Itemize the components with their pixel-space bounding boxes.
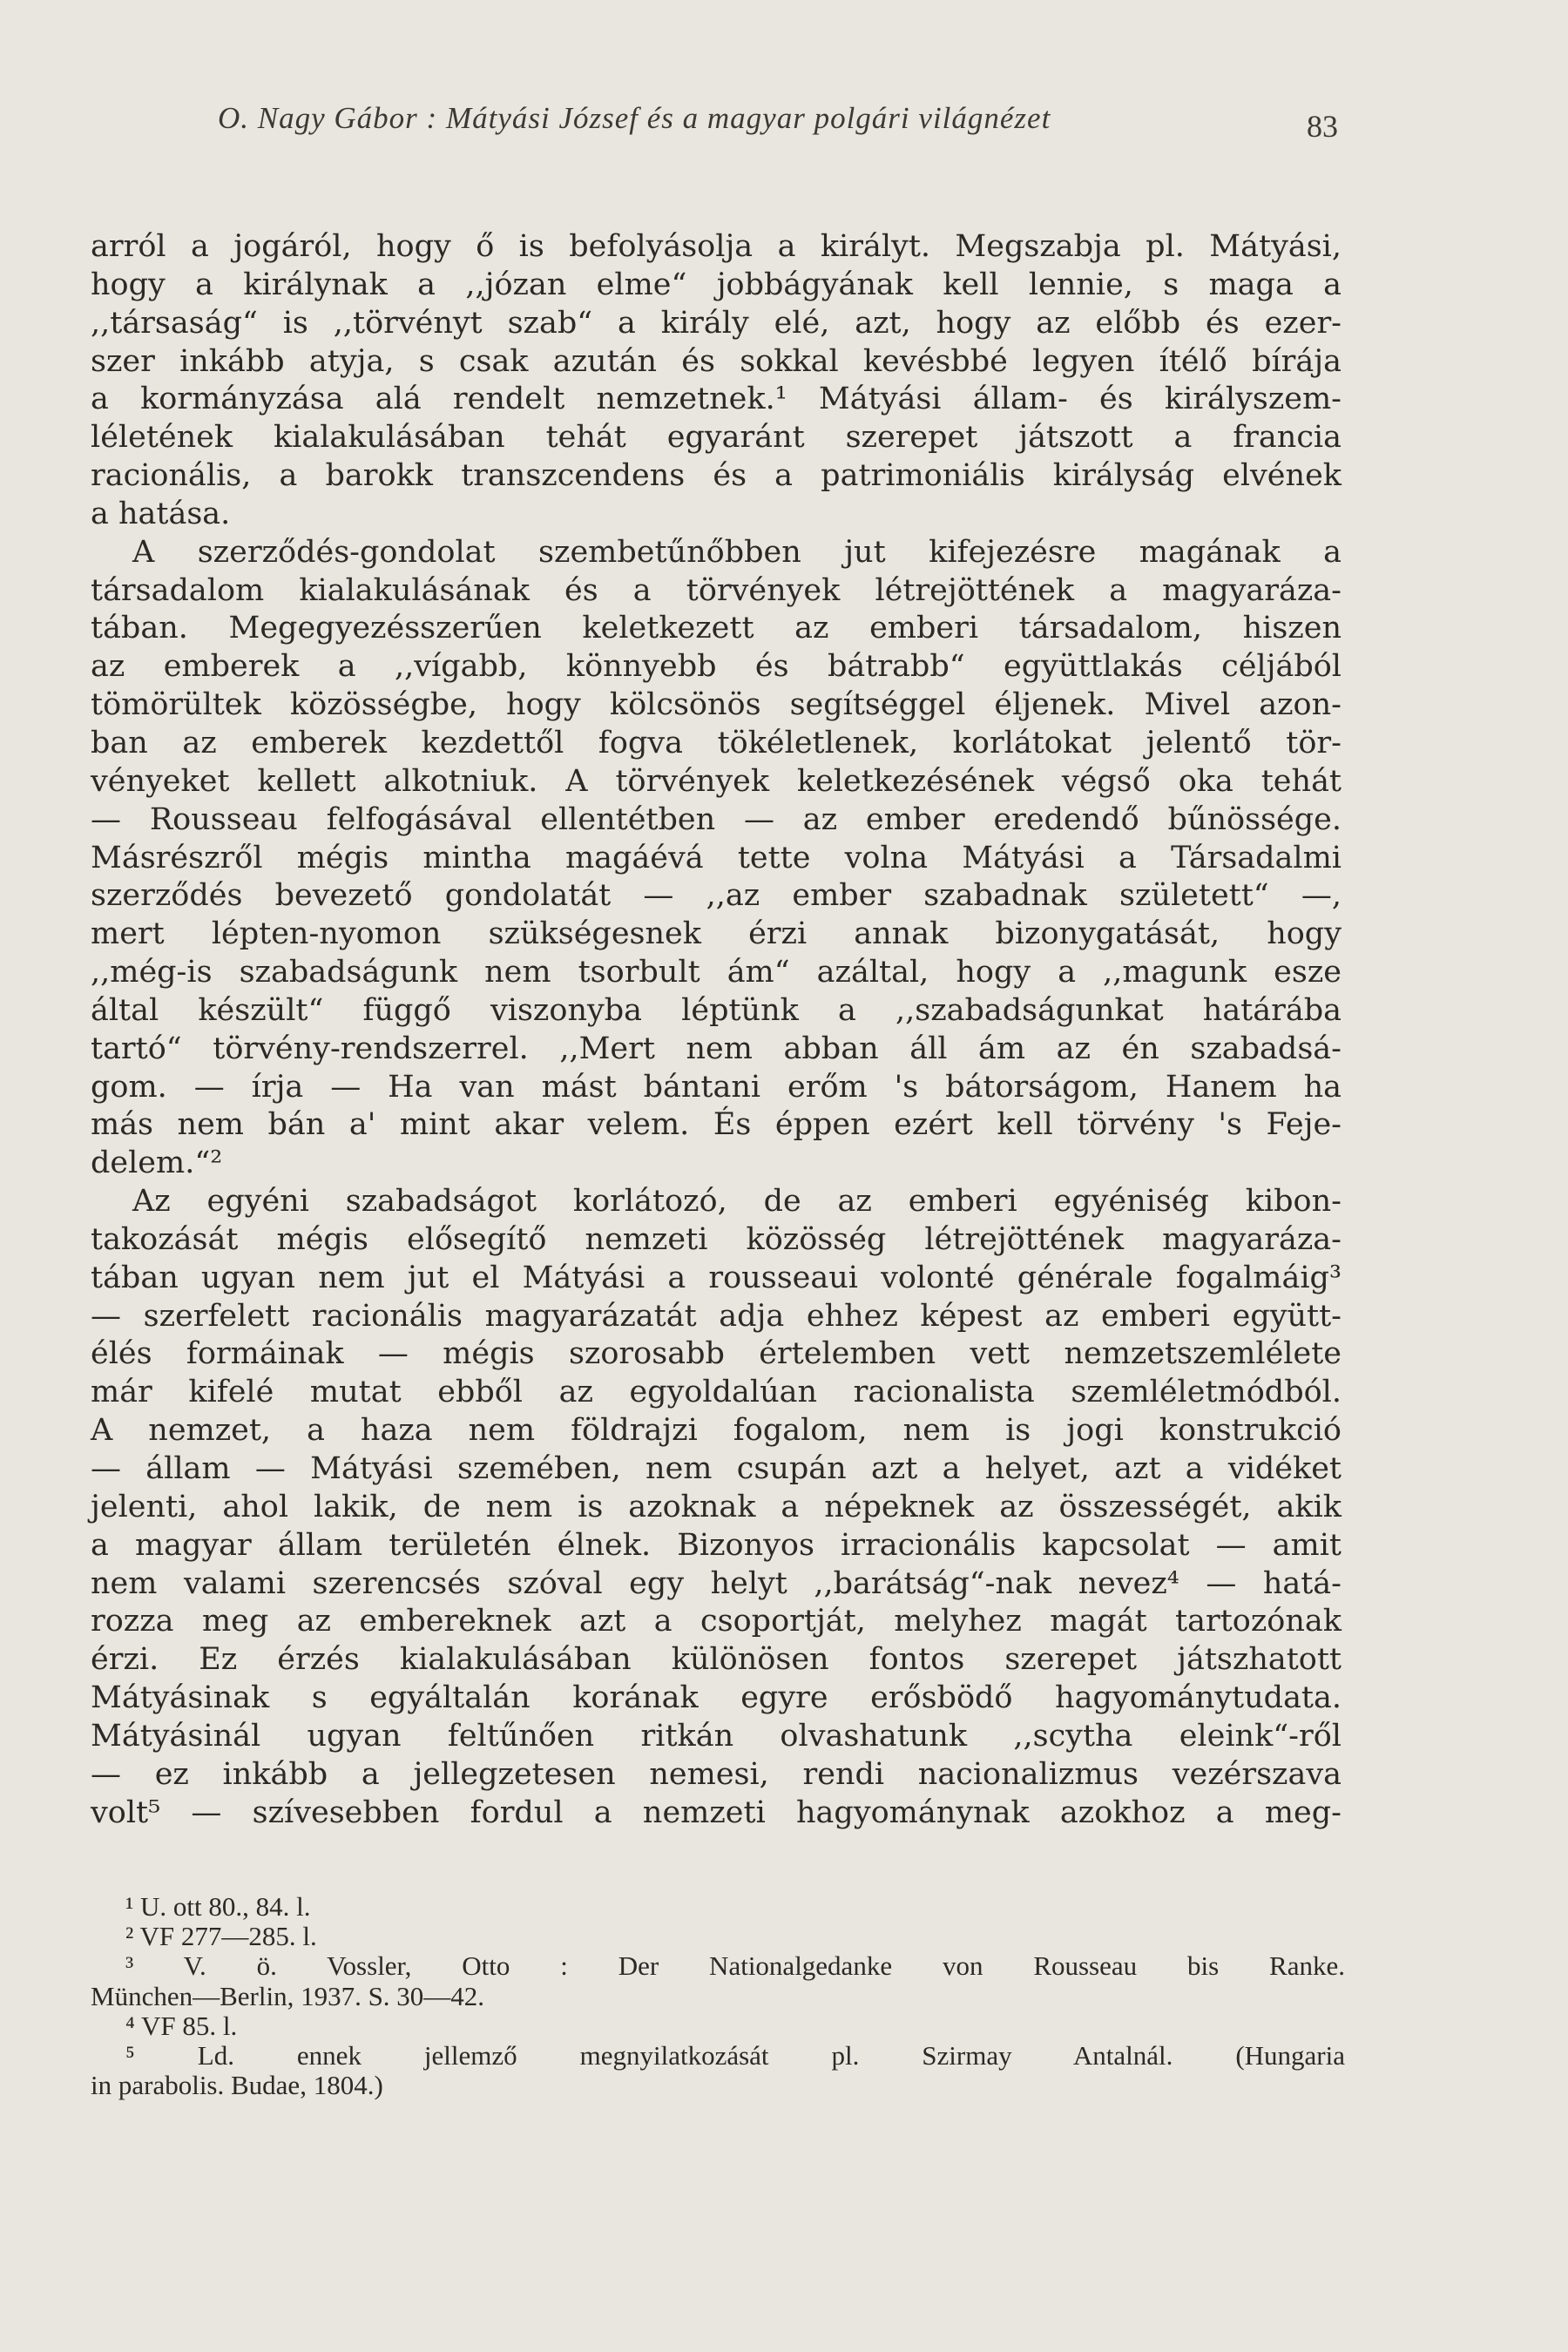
page-number: 83 (1307, 109, 1338, 144)
text-line: jelenti, ahol lakik, de nem is azoknak a népeknek az összességét, akik (91, 1489, 1342, 1524)
text-line: a kormányzása alá rendelt nemzetnek.¹ Mátyási állam- és királyszem- (91, 382, 1342, 417)
text-line: hogy a királynak a ,,józan elme“ jobbágyának kell lennie, s maga a (91, 267, 1342, 302)
text-line: szer inkább atyja, s csak azután és sokkal kevésbbé legyen ítélő bírája (91, 343, 1342, 379)
running-header (218, 101, 1350, 136)
text-line: racionális, a barokk transzcendens és a patrimoniális királyság elvének (91, 458, 1342, 494)
footnote-line: ³ V. ö. Vossler, Otto : Der Nationalgedanke von Rousseau bis Ranke. (125, 1950, 1345, 1982)
text-line: ,,társaság“ is ,,törvényt szab“ a király elé, azt, hogy az előbb és ezer- (91, 305, 1342, 341)
text-line: tában ugyan nem jut el Mátyási a rousseaui volonté générale fogalmáig³ (91, 1260, 1342, 1295)
text-line: már kifelé mutat ebből az egyoldalúan racionalista szemléletmódból. (91, 1375, 1342, 1410)
text-line: Másrészről mégis mintha magáévá tette volna Mátyási a Társadalmi (91, 840, 1342, 875)
text-line: léletének kialakulásában tehát egyaránt szerepet játszott a francia (91, 420, 1342, 456)
text-line: vényeket kellett alkotniuk. A törvények keletkezésének végső oka tehát (91, 763, 1342, 799)
text-line: Mátyásinál ugyan feltűnően ritkán olvashatunk ,,scytha eleink“-ről (91, 1718, 1342, 1754)
text-line: a hatása. (91, 496, 231, 531)
text-line: tartó“ törvény-rendszerrel. ,,Mert nem abban áll ám az én szabadsá- (91, 1031, 1342, 1066)
text-line: az emberek a ,,vígabb, könnyebb és bátrabb“ együttlakás céljából (91, 649, 1342, 685)
text-line: — ez inkább a jellegzetesen nemesi, rendi nacionalizmus vezérszava (91, 1756, 1342, 1792)
footnote-line: ¹ U. ott 80., 84. l. (125, 1891, 311, 1922)
text-line: Az egyéni szabadságot korlátozó, de az emberi egyéniség kibon- (132, 1184, 1342, 1220)
text-line: volt⁵ — szívesebben fordul a nemzeti hagyománynak azokhoz a meg- (91, 1794, 1342, 1830)
running-title: O. Nagy Gábor : Mátyási József és a magyar polgári világnézet (218, 101, 1051, 135)
text-line: takozását mégis elősegítő nemzeti közösség létrejöttének magyaráza- (91, 1221, 1342, 1257)
text-line: társadalom kialakulásának és a törvények létrejöttének a magyaráza- (91, 572, 1342, 608)
text-line: más nem bán a' mint akar velem. És éppen ezért kell törvény 's Feje- (91, 1107, 1342, 1143)
footnote-line: München—Berlin, 1937. S. 30—42. (91, 1980, 485, 2011)
text-line: élés formáinak — mégis szorosabb értelemben vett nemzetszemlélete (91, 1336, 1342, 1372)
text-line: ban az emberek kezdettől fogva tökéletlenek, korlátokat jelentő tör- (91, 725, 1342, 760)
text-line: — Rousseau felfogásával ellentétben — az ember eredendő bűnössége. (91, 801, 1342, 837)
footnote-line: ⁴ VF 85. l. (125, 2010, 238, 2041)
footnote-line: ² VF 277—285. l. (125, 1921, 317, 1952)
text-line: gom. — írja — Ha van mást bántani erőm 's bátorságom, Hanem ha (91, 1069, 1342, 1105)
text-line: A szerződés-gondolat szembetűnőbben jut kifejezésre magának a (132, 534, 1342, 570)
body-text (91, 228, 1342, 1832)
text-line: arról a jogáról, hogy ő is befolyásolja a királyt. Megszabja pl. Mátyási, (91, 229, 1342, 264)
text-line: nem valami szerencsés szóval egy helyt ,,barátság“-nak nevez⁴ — hatá- (91, 1565, 1342, 1601)
text-line: által készült“ függő viszonyba léptünk a ,,szabadságunkat határába (91, 992, 1342, 1028)
footnote-line: ⁵ Ld. ennek jellemző megnyilatkozását pl. Szirmay Antalnál. (Hungaria (125, 2039, 1345, 2071)
text-line: — szerfelett racionális magyarázatát adja ehhez képest az emberi együtt- (91, 1298, 1342, 1334)
text-line: rozza meg az embereknek azt a csoportját, melyhez magát tartozónak (91, 1604, 1342, 1639)
text-line: mert lépten-nyomon szükségesnek érzi annak bizonygatását, hogy (91, 916, 1342, 952)
text-line: tömörültek közösségbe, hogy kölcsönös segítséggel éljenek. Mivel azon- (91, 687, 1342, 723)
text-line: Mátyásinak s egyáltalán korának egyre erősbödő hagyománytudata. (91, 1680, 1342, 1716)
footnote-line: in parabolis. Budae, 1804.) (91, 2070, 383, 2101)
text-line: a magyar állam területén élnek. Bizonyos irracionális kapcsolat — amit (91, 1527, 1342, 1563)
text-line: érzi. Ez érzés kialakulásában különösen fontos szerepet játszhatott (91, 1642, 1342, 1678)
text-line: A nemzet, a haza nem földrajzi fogalom, nem is jogi konstrukció (91, 1413, 1342, 1449)
text-line: ,,még-is szabadságunk nem tsorbult ám“ azáltal, hogy a ,,magunk esze (91, 955, 1342, 990)
text-line: szerződés bevezető gondolatát — ,,az ember szabadnak született“ —, (91, 878, 1342, 914)
text-line: tában. Megegyezésszerűen keletkezett az emberi társadalom, hiszen (91, 611, 1342, 646)
text-line: — állam — Mátyási szemében, nem csupán azt a helyet, azt a vidéket (91, 1451, 1342, 1486)
text-line: delem.“² (91, 1146, 223, 1181)
footnotes (91, 1892, 1345, 2100)
